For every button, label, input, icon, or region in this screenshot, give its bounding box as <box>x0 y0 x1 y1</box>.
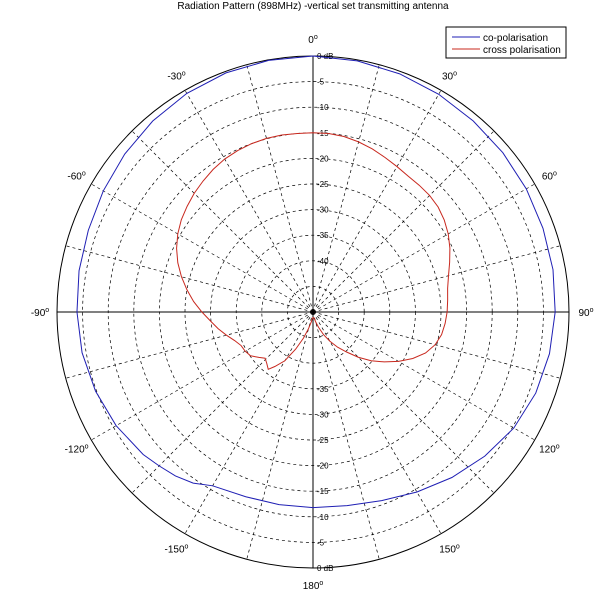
angle-label: -120$^o$ <box>64 443 89 456</box>
radial-tick-label: -10 <box>317 512 329 522</box>
radial-tick-label: -5 <box>317 538 325 548</box>
grid-spoke <box>66 312 313 378</box>
radial-tick-label: 0 dB <box>317 564 334 573</box>
angle-label: -90$^o$ <box>30 307 50 319</box>
angle-label: -150$^o$ <box>164 543 189 556</box>
grid-spoke <box>132 131 313 312</box>
radial-tick-label: -20 <box>317 461 329 471</box>
radial-tick-label: -30 <box>317 410 329 420</box>
radial-tick-label: -15 <box>317 487 329 497</box>
grid-spoke <box>313 246 560 312</box>
grid-spoke <box>66 246 313 312</box>
grid-spoke <box>185 90 313 312</box>
angle-label: -30$^o$ <box>167 70 186 83</box>
angle-label: 120$^o$ <box>539 443 560 456</box>
radial-tick-label: 0 dB <box>317 52 334 61</box>
angle-label: 150$^o$ <box>439 543 460 556</box>
radial-tick-label: -35 <box>317 384 329 394</box>
radial-tick-label: -25 <box>317 180 329 189</box>
radial-tick-label: -10 <box>317 103 329 113</box>
grid-spoke <box>185 312 313 534</box>
grid-spoke <box>313 90 441 312</box>
chart-title: Radiation Pattern (898MHz) -vertical set transmitting antenna <box>177 1 449 12</box>
radial-tick-label: -30 <box>317 205 329 215</box>
grid-spoke <box>313 128 494 312</box>
legend-label-co-polarisation: co-polarisation <box>483 33 549 44</box>
grid-spoke <box>247 312 313 559</box>
grid-spoke <box>313 312 560 378</box>
grid-spoke <box>91 312 313 440</box>
angle-label: 180$^o$ <box>302 580 324 592</box>
legend-label-cross-polarisation: cross polarisation <box>483 45 561 56</box>
radial-tick-label: -20 <box>317 154 329 164</box>
angle-label: -60$^o$ <box>67 170 86 183</box>
grid-spoke <box>91 184 313 312</box>
angle-label: 0$^o$ <box>308 34 318 46</box>
radial-tick-label: -25 <box>317 436 329 445</box>
angle-label: 90$^o$ <box>578 307 594 319</box>
grid-spoke <box>247 65 313 312</box>
grid-spoke <box>313 312 535 440</box>
grid-spoke <box>313 184 535 312</box>
angle-label: 30$^o$ <box>441 70 458 83</box>
radial-tick-label: -35 <box>317 231 329 241</box>
legend <box>446 27 566 58</box>
radial-tick-label: -40 <box>317 256 329 266</box>
grid-spoke <box>313 312 441 534</box>
radial-tick-label: -5 <box>317 77 325 87</box>
grid-spoke <box>313 312 494 493</box>
angle-label: 60$^o$ <box>541 170 557 183</box>
radial-tick-label: -15 <box>317 128 329 138</box>
